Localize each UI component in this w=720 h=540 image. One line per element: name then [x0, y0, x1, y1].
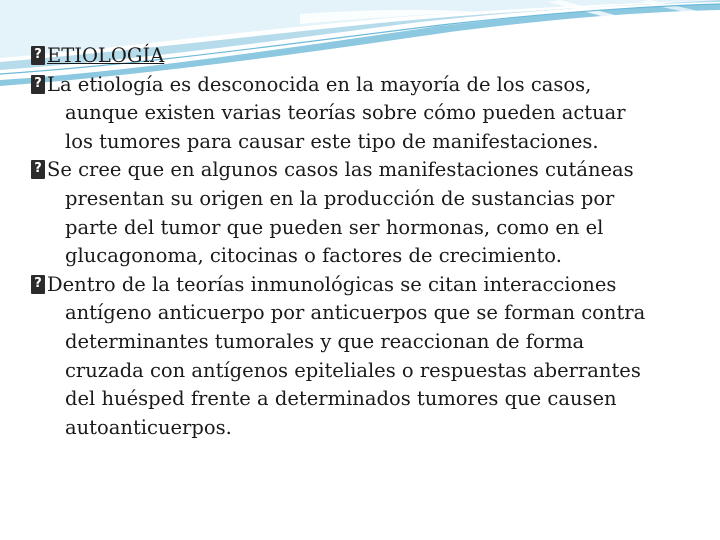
slide-heading: ETIOLOGÍA: [47, 44, 165, 67]
paragraph-line: presentan su origen en la producción de sustancias por: [65, 186, 615, 210]
paragraph-line: glucagonoma, citocinas o factores de crecimiento.: [65, 244, 562, 268]
paragraph-line: [31, 271, 701, 300]
paragraph-line: [31, 156, 701, 185]
paragraph: [31, 271, 701, 443]
paragraph-text: Se cree que en algunos casos las manifestaciones cutáneas: [47, 158, 634, 182]
paragraph-line: los tumores para causar este tipo de manifestaciones.: [65, 129, 599, 153]
paragraph: [31, 71, 701, 157]
paragraph-text: La etiología es desconocida en la mayoría de los casos,: [47, 72, 592, 96]
paragraph-line: determinantes tumorales y que reaccionan de forma: [65, 329, 585, 353]
missing-glyph-icon: [31, 46, 45, 65]
missing-glyph-icon: [31, 275, 45, 294]
paragraph-line: parte del tumor que pueden ser hormonas, como en el: [65, 215, 604, 239]
paragraph-line: cruzada con antígenos epiteliales o respuestas aberrantes: [65, 358, 641, 382]
paragraph: [31, 156, 701, 270]
heading-line: [31, 42, 701, 71]
slide-body: [31, 42, 701, 442]
paragraph-line: aunque existen varias teorías sobre cómo pueden actuar: [65, 101, 626, 125]
paragraph-line: [31, 71, 701, 100]
paragraph-line: autoanticuerpos.: [65, 415, 232, 439]
paragraph-text: Dentro de la teorías inmunológicas se citan interacciones: [47, 272, 617, 296]
missing-glyph-icon: [31, 160, 45, 179]
paragraph-line: del huésped frente a determinados tumores que causen: [65, 387, 617, 411]
missing-glyph-icon: [31, 75, 45, 94]
paragraph-line: antígeno anticuerpo por anticuerpos que se forman contra: [65, 301, 646, 325]
